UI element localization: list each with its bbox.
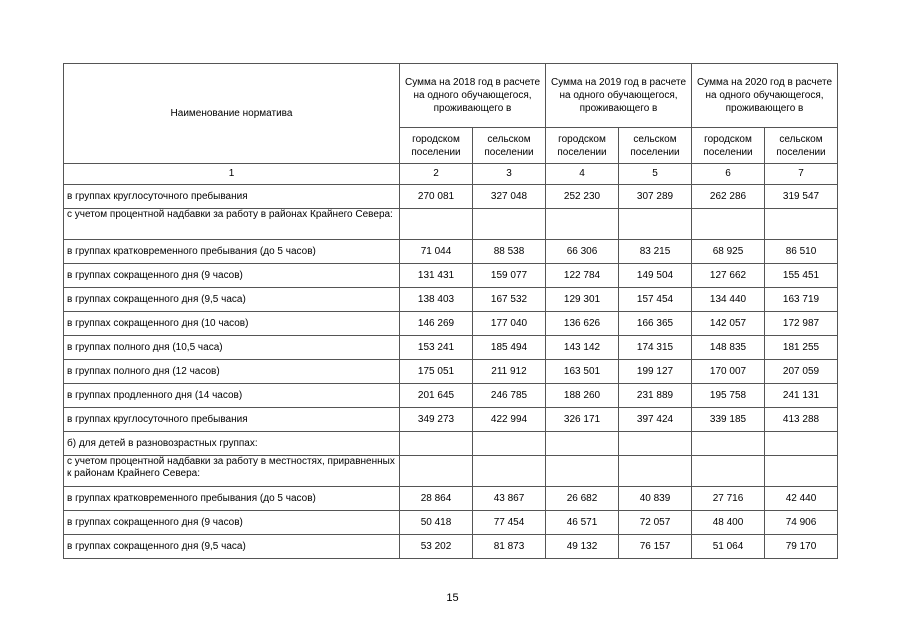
row-value: 175 051 (400, 360, 473, 384)
header-rural-2020: сельском поселении (765, 128, 838, 164)
row-value: 349 273 (400, 408, 473, 432)
row-value: 40 839 (619, 487, 692, 511)
row-label: в группах полного дня (12 часов) (64, 360, 400, 384)
row-value: 146 269 (400, 312, 473, 336)
row-value: 172 987 (765, 312, 838, 336)
row-label: в группах кратковременного пребывания (до 5 часов) (64, 487, 400, 511)
row-value: 185 494 (473, 336, 546, 360)
row-label: в группах круглосуточного пребывания (64, 185, 400, 209)
row-value: 231 889 (619, 384, 692, 408)
row-value: 148 835 (692, 336, 765, 360)
row-value: 195 758 (692, 384, 765, 408)
row-label: в группах сокращенного дня (9 часов) (64, 511, 400, 535)
table-row (64, 336, 838, 360)
row-value (473, 432, 546, 456)
table-row (64, 360, 838, 384)
row-value: 163 501 (546, 360, 619, 384)
header-year-2019: Сумма на 2019 год в расчете на одного обучающегося, проживающего в (546, 64, 692, 128)
row-value: 163 719 (765, 288, 838, 312)
column-number: 3 (473, 164, 546, 185)
row-value: 42 440 (765, 487, 838, 511)
row-value: 68 925 (692, 240, 765, 264)
row-value: 270 081 (400, 185, 473, 209)
row-value: 211 912 (473, 360, 546, 384)
header-rural-2018: сельском поселении (473, 128, 546, 164)
header-year-2020: Сумма на 2020 год в расчете на одного обучающегося, проживающего в (692, 64, 838, 128)
row-value: 48 400 (692, 511, 765, 535)
row-value: 307 289 (619, 185, 692, 209)
row-value: 76 157 (619, 535, 692, 559)
row-value (692, 209, 765, 240)
table-row (64, 408, 838, 432)
table-row (64, 511, 838, 535)
column-number: 5 (619, 164, 692, 185)
row-value: 50 418 (400, 511, 473, 535)
row-value: 397 424 (619, 408, 692, 432)
row-value: 339 185 (692, 408, 765, 432)
row-value: 134 440 (692, 288, 765, 312)
row-label: в группах сокращенного дня (9,5 часа) (64, 535, 400, 559)
column-number: 7 (765, 164, 838, 185)
row-value: 177 040 (473, 312, 546, 336)
row-value: 319 547 (765, 185, 838, 209)
row-value: 142 057 (692, 312, 765, 336)
row-label: в группах круглосуточного пребывания (64, 408, 400, 432)
table-body (64, 164, 838, 559)
row-value: 72 057 (619, 511, 692, 535)
header-name-column: Наименование норматива (64, 64, 400, 164)
row-label: в группах продленного дня (14 часов) (64, 384, 400, 408)
row-label: б) для детей в разновозрастных группах: (64, 432, 400, 456)
row-value: 327 048 (473, 185, 546, 209)
row-value: 413 288 (765, 408, 838, 432)
row-value: 129 301 (546, 288, 619, 312)
row-value (473, 209, 546, 240)
row-value: 181 255 (765, 336, 838, 360)
table-row (64, 240, 838, 264)
row-label: с учетом процентной надбавки за работу в районах Крайнего Севера: (64, 209, 400, 240)
row-value: 53 202 (400, 535, 473, 559)
row-value: 201 645 (400, 384, 473, 408)
row-value: 153 241 (400, 336, 473, 360)
row-value: 252 230 (546, 185, 619, 209)
header-year-2018: Сумма на 2018 год в расчете на одного обучающегося, проживающего в (400, 64, 546, 128)
row-value: 166 365 (619, 312, 692, 336)
row-value: 136 626 (546, 312, 619, 336)
row-label: с учетом процентной надбавки за работу в местностях, приравненных к районам Крайнего Севера: (64, 456, 400, 487)
row-value (400, 456, 473, 487)
row-value: 149 504 (619, 264, 692, 288)
row-value (692, 456, 765, 487)
header-rural-2019: сельском поселении (619, 128, 692, 164)
table-row (64, 185, 838, 209)
row-value: 143 142 (546, 336, 619, 360)
table-row (64, 535, 838, 559)
row-value: 127 662 (692, 264, 765, 288)
row-value: 66 306 (546, 240, 619, 264)
row-value (546, 456, 619, 487)
row-value (473, 456, 546, 487)
row-value: 74 906 (765, 511, 838, 535)
row-value: 159 077 (473, 264, 546, 288)
row-value: 86 510 (765, 240, 838, 264)
row-value (692, 432, 765, 456)
row-value: 199 127 (619, 360, 692, 384)
row-value: 49 132 (546, 535, 619, 559)
row-value: 43 867 (473, 487, 546, 511)
row-value: 27 716 (692, 487, 765, 511)
column-number: 1 (64, 164, 400, 185)
row-value: 79 170 (765, 535, 838, 559)
row-value (546, 432, 619, 456)
table-row (64, 432, 838, 456)
row-value: 188 260 (546, 384, 619, 408)
table-row (64, 384, 838, 408)
row-value: 71 044 (400, 240, 473, 264)
column-number: 2 (400, 164, 473, 185)
table-row (64, 209, 838, 240)
row-value (765, 209, 838, 240)
row-value: 241 131 (765, 384, 838, 408)
column-number: 6 (692, 164, 765, 185)
header-urban-2018: городском поселении (400, 128, 473, 164)
row-value: 326 171 (546, 408, 619, 432)
page-number: 15 (446, 592, 459, 604)
row-value: 88 538 (473, 240, 546, 264)
row-value: 246 785 (473, 384, 546, 408)
table-row (64, 487, 838, 511)
row-value: 157 454 (619, 288, 692, 312)
row-value: 51 064 (692, 535, 765, 559)
row-value (619, 432, 692, 456)
row-label: в группах сокращенного дня (9 часов) (64, 264, 400, 288)
row-label: в группах полного дня (10,5 часа) (64, 336, 400, 360)
row-value: 81 873 (473, 535, 546, 559)
normative-table (63, 63, 838, 559)
row-value: 122 784 (546, 264, 619, 288)
row-value: 83 215 (619, 240, 692, 264)
header-urban-2019: городском поселении (546, 128, 619, 164)
row-label: в группах кратковременного пребывания (до 5 часов) (64, 240, 400, 264)
row-value: 138 403 (400, 288, 473, 312)
row-value: 155 451 (765, 264, 838, 288)
row-value: 167 532 (473, 288, 546, 312)
row-value: 207 059 (765, 360, 838, 384)
table-row (64, 312, 838, 336)
table-row (64, 456, 838, 487)
row-value (546, 209, 619, 240)
header-urban-2020: городском поселении (692, 128, 765, 164)
row-value: 26 682 (546, 487, 619, 511)
column-number-row (64, 164, 838, 185)
row-value: 422 994 (473, 408, 546, 432)
row-value: 170 007 (692, 360, 765, 384)
table-row (64, 288, 838, 312)
row-value (765, 456, 838, 487)
row-label: в группах сокращенного дня (10 часов) (64, 312, 400, 336)
row-value: 46 571 (546, 511, 619, 535)
row-value: 28 864 (400, 487, 473, 511)
row-value: 262 286 (692, 185, 765, 209)
row-value (400, 209, 473, 240)
table-row (64, 264, 838, 288)
row-value (619, 209, 692, 240)
column-number: 4 (546, 164, 619, 185)
row-value (619, 456, 692, 487)
row-label: в группах сокращенного дня (9,5 часа) (64, 288, 400, 312)
row-value: 131 431 (400, 264, 473, 288)
row-value: 77 454 (473, 511, 546, 535)
row-value: 174 315 (619, 336, 692, 360)
row-value (400, 432, 473, 456)
row-value (765, 432, 838, 456)
